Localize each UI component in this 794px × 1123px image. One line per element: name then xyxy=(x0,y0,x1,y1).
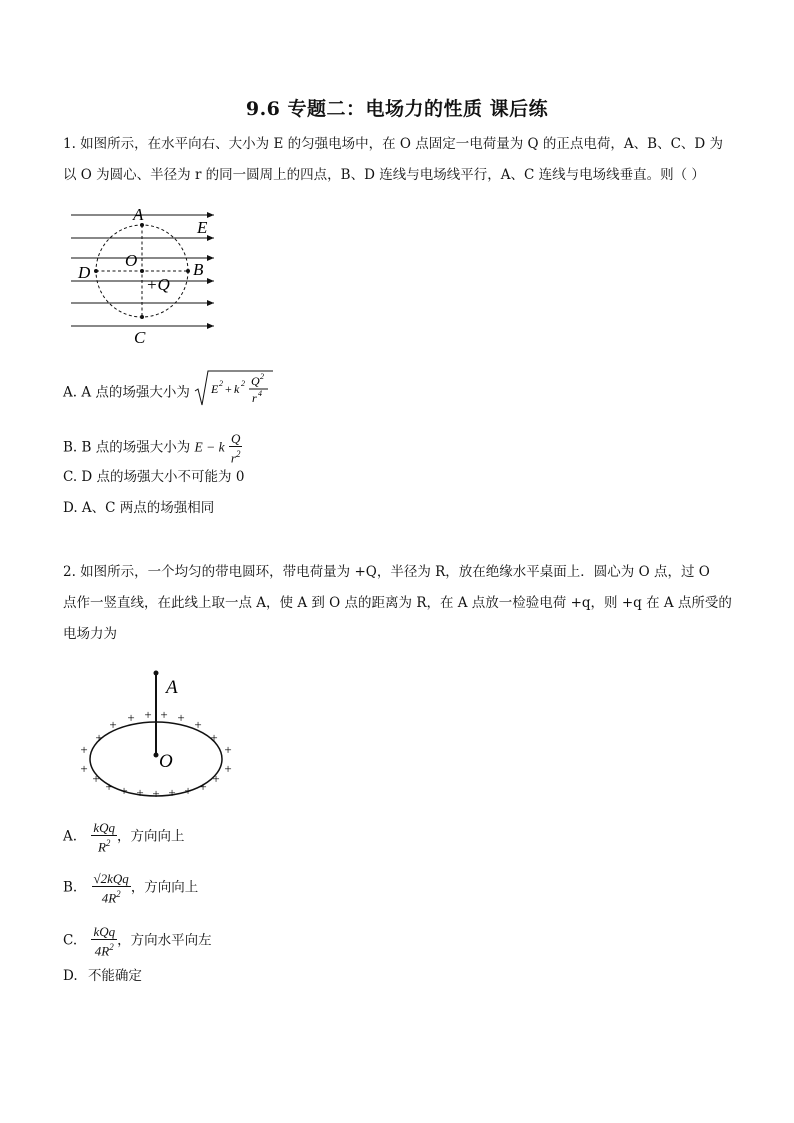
q2-option-a-num: kQq xyxy=(93,820,116,835)
q2-option-c-text: ，方向水平向左 xyxy=(117,932,212,949)
formula-a-num: Q xyxy=(251,374,260,388)
q2-option-a-letter: A. xyxy=(63,828,78,845)
svg-text:2: 2 xyxy=(219,379,224,388)
q1-option-c: C. D 点的场强大小不可能为 0 xyxy=(63,469,245,485)
q1-option-d: D. A、C 两点的场强相同 xyxy=(63,500,215,516)
label-C: C xyxy=(134,328,146,347)
svg-text:+: + xyxy=(136,785,144,800)
svg-text:2: 2 xyxy=(241,379,246,388)
label-O: O xyxy=(125,251,138,270)
q1-option-b-text: B. B 点的场强大小为 xyxy=(63,439,191,456)
svg-text:+: + xyxy=(184,783,192,798)
svg-text:2: 2 xyxy=(260,372,265,381)
label-D: D xyxy=(78,263,91,282)
svg-text:+: + xyxy=(224,761,232,776)
q2-option-c-den: 4R xyxy=(94,943,110,959)
svg-text:+: + xyxy=(80,742,88,757)
q1-option-a xyxy=(63,372,274,409)
point-A xyxy=(154,671,159,676)
q2-option-a-frac: $\frac{\text{kQq}}{R^2}$ xyxy=(93,820,116,855)
q2-stem-line1: 2. 如图所示，一个均匀的带电圆环，带电荷量为 +Q，半径为 R，放在绝缘水平桌面上．圆心为 O 点，过 O xyxy=(63,564,710,580)
formula-b-frac: $\frac{Q}{r^2}$ xyxy=(230,431,241,466)
svg-text:+: + xyxy=(109,717,117,732)
formula-a-E: E xyxy=(211,382,219,396)
q1-stem-line1: 1. 如图所示，在水平向右、大小为 E 的匀强电场中，在 O 点固定一电荷量为 Q 的正点电荷，A、B、C、D 为 xyxy=(63,136,724,152)
q2-option-d-text: 不能确定 xyxy=(87,968,142,984)
formula-b-lead: E − k xyxy=(194,439,225,455)
label-A: A xyxy=(133,205,144,224)
q2-option-b-frac: $\frac{\text{√2kQq}}{4R^2}$ xyxy=(93,871,129,906)
point-O xyxy=(140,269,144,273)
formula-a-k: k xyxy=(234,382,240,396)
svg-text:+: + xyxy=(92,771,100,786)
svg-text:+: + xyxy=(177,710,185,725)
q2-option-b-letter: B. xyxy=(63,879,78,896)
label-A: A xyxy=(166,677,178,698)
q2-option-c-frac: $\frac{\text{kQq}}{4R^2}$ xyxy=(93,924,116,959)
q2-option-b-den: 4R xyxy=(101,890,117,906)
label-B: B xyxy=(193,260,204,279)
q2-option-d xyxy=(63,966,142,986)
page-title: 9.6 专题二：电场力的性质 课后练 xyxy=(245,98,549,120)
q2-stem-line2: 点作一竖直线，在此线上取一点 A，使 A 到 O 点的距离为 R，在 A 点放一检验电荷 +q，则 +q 在 A 点所受的 xyxy=(63,595,732,611)
q2-stem-line3: 电场力为 xyxy=(63,626,117,642)
label-Q: +Q xyxy=(146,275,170,294)
svg-text:+: + xyxy=(199,779,207,794)
q2-option-c-num: kQq xyxy=(93,924,116,939)
q2-option-b-num: √2kQq xyxy=(93,871,129,886)
q1-option-a-formula xyxy=(194,369,274,409)
svg-text:+: + xyxy=(194,717,202,732)
svg-text:+: + xyxy=(210,730,218,745)
svg-text:+: + xyxy=(105,779,113,794)
label-O: O xyxy=(159,751,173,772)
formula-a-den: r xyxy=(252,391,257,405)
q2-figure xyxy=(76,665,241,805)
q2-option-a-text: ，方向向上 xyxy=(117,828,185,845)
svg-text:4: 4 xyxy=(258,389,263,398)
point-C xyxy=(140,315,144,319)
q2-option-c xyxy=(63,924,212,958)
svg-text:+: + xyxy=(225,382,232,396)
q2-option-c-letter: C. xyxy=(63,932,78,949)
formula-b-num: Q xyxy=(229,431,243,447)
svg-text:+: + xyxy=(80,761,88,776)
point-O xyxy=(154,753,159,758)
svg-text:+: + xyxy=(127,710,135,725)
q1-stem-line2: 以 O 为圆心、半径为 r 的同一圆周上的四点，B、D 连线与电场线平行，A、C 连线与电场线垂直。则（ ） xyxy=(63,167,705,183)
q2-option-a xyxy=(63,820,185,854)
q2-option-b-text: ，方向向上 xyxy=(130,879,199,896)
q1-figure xyxy=(66,203,226,348)
label-E: E xyxy=(197,218,208,237)
svg-text:+: + xyxy=(168,785,176,800)
formula-b-den: r xyxy=(230,450,236,466)
svg-text:+: + xyxy=(144,707,152,722)
svg-text:+: + xyxy=(120,783,128,798)
svg-text:+: + xyxy=(224,742,232,757)
q2-option-a-den: R xyxy=(97,839,106,855)
svg-text:+: + xyxy=(160,707,168,722)
q1-option-a-text: A. A 点的场强大小为 xyxy=(63,384,190,401)
svg-text:+: + xyxy=(212,771,220,786)
q2-option-d-letter: D. xyxy=(63,968,78,984)
q1-option-b xyxy=(63,431,242,465)
q2-option-b xyxy=(63,871,198,905)
point-D xyxy=(94,269,98,273)
svg-text:+: + xyxy=(152,786,160,801)
point-B xyxy=(186,269,190,273)
svg-text:+: + xyxy=(95,730,103,745)
